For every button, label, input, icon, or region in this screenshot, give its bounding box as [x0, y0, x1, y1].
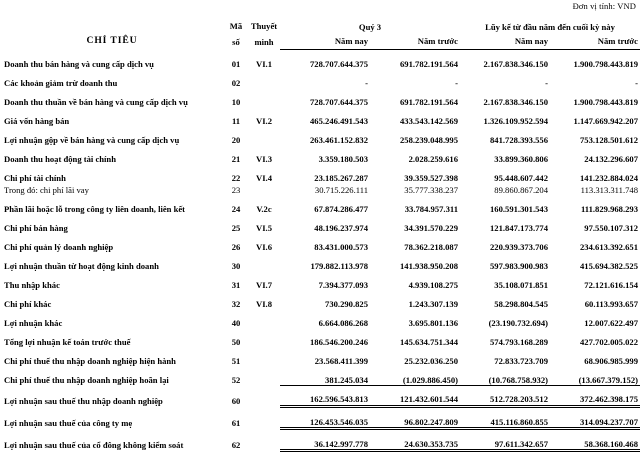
table-row — [0, 407, 640, 429]
row-quarter-previous: - — [455, 77, 458, 88]
header-ma-line2: số — [232, 36, 240, 47]
row-quarter-current: 126.453.546.035 — [280, 407, 370, 429]
row-note-ref — [248, 252, 280, 271]
table-row — [0, 126, 640, 145]
row-cumulative-current: 95.448.607.442 — [494, 172, 548, 183]
row-quarter-previous: 25.232.036.250 — [404, 355, 458, 366]
row-note-ref — [248, 366, 280, 386]
row-quarter-previous: 691.782.191.564 — [399, 58, 458, 69]
row-cumulative-previous: 427.702.005.022 — [579, 336, 638, 347]
header-quarter-current-year: Năm nay — [280, 34, 370, 50]
row-cumulative-previous: 1.900.798.443.819 — [573, 96, 638, 107]
table-row — [0, 214, 640, 233]
row-note-ref: VI.1 — [256, 58, 272, 69]
table-row — [0, 145, 640, 164]
row-code: 60 — [231, 396, 241, 407]
row-note-ref — [248, 309, 280, 328]
row-cumulative-previous: 68.906.985.999 — [584, 355, 638, 366]
table-row — [0, 252, 640, 271]
row-cumulative-current: - — [545, 77, 548, 88]
row-quarter-previous: 3.695.801.136 — [408, 317, 458, 328]
row-quarter-current: 381.245.034 — [325, 374, 368, 385]
table-row — [0, 328, 640, 347]
row-cumulative-previous: 58.368.160.468 — [550, 429, 640, 451]
row-code: 61 — [231, 418, 241, 429]
row-cumulative-current: 2.167.838.346.150 — [483, 96, 548, 107]
row-code: 23 — [231, 184, 241, 195]
row-cumulative-current: 220.939.373.706 — [489, 241, 548, 252]
row-code: 21 — [231, 153, 241, 164]
row-label: Chi phí thuế thu nhập doanh nghiệp hiện hành — [4, 355, 176, 366]
row-quarter-previous: 33.784.957.311 — [404, 203, 458, 214]
row-code: 52 — [231, 375, 241, 386]
row-cumulative-previous: 141.232.884.024 — [579, 172, 638, 183]
row-cumulative-previous: 372.462.398.175 — [550, 386, 640, 407]
row-cumulative-previous: 1.900.798.443.819 — [573, 58, 638, 69]
table-row — [0, 164, 640, 183]
row-quarter-current: 23.568.411.399 — [314, 355, 368, 366]
row-label: Doanh thu hoạt động tài chính — [4, 153, 116, 164]
row-code: 50 — [231, 336, 241, 347]
header-row-top — [0, 18, 640, 34]
row-code: 25 — [231, 222, 241, 233]
header-ma-line1: Mã — [229, 21, 243, 32]
table-row — [0, 429, 640, 451]
row-note-ref — [248, 126, 280, 145]
row-code: 22 — [231, 172, 241, 183]
row-cumulative-current: 597.983.900.983 — [489, 260, 548, 271]
row-label: Phần lãi hoặc lỗ trong công ty liên doanh, liên kết — [4, 203, 186, 214]
header-thuyet-minh-line2: minh — [254, 36, 274, 47]
row-code: 62 — [231, 440, 241, 451]
row-note-ref — [248, 328, 280, 347]
row-label: Doanh thu thuần về bán hàng và cung cấp dịch vụ — [4, 96, 188, 107]
row-quarter-previous: 39.359.527.398 — [404, 172, 458, 183]
row-quarter-previous: 433.543.142.569 — [399, 115, 458, 126]
row-cumulative-previous: 234.613.392.651 — [579, 241, 638, 252]
row-cumulative-current: 512.728.203.512 — [460, 386, 550, 407]
row-cumulative-current: 72.833.723.709 — [494, 355, 548, 366]
row-label: Lợi nhuận gộp về bán hàng và cung cấp dịch vụ — [4, 134, 180, 145]
header-quarter-previous-year: Năm trước — [370, 34, 460, 50]
row-note-ref: VI.8 — [256, 298, 272, 309]
row-quarter-previous: 4.939.108.275 — [408, 279, 458, 290]
table-row — [0, 290, 640, 309]
income-statement-table — [0, 18, 640, 452]
unit-note: Đơn vị tính: VND — [572, 1, 636, 11]
row-quarter-previous: 35.777.338.237 — [404, 184, 458, 195]
row-cumulative-previous: 24.132.296.607 — [584, 153, 638, 164]
row-quarter-current: 36.142.997.778 — [280, 429, 370, 451]
row-quarter-previous: 78.362.218.087 — [404, 241, 458, 252]
row-note-ref: VI.3 — [256, 153, 272, 164]
row-cumulative-previous: 1.147.669.942.207 — [573, 115, 638, 126]
table-row — [0, 366, 640, 386]
row-quarter-current: 48.196.237.974 — [314, 222, 368, 233]
row-note-ref — [248, 407, 280, 429]
row-code: 40 — [231, 317, 241, 328]
row-cumulative-previous: 72.121.616.154 — [584, 279, 638, 290]
row-cumulative-current: 35.108.071.851 — [494, 279, 548, 290]
row-quarter-previous: 141.938.950.208 — [399, 260, 458, 271]
row-quarter-previous: 96.802.247.809 — [370, 407, 460, 429]
table-row — [0, 347, 640, 366]
row-cumulative-current: 33.899.360.806 — [494, 153, 548, 164]
row-cumulative-current: 160.591.301.543 — [489, 203, 548, 214]
row-code: 32 — [231, 298, 241, 309]
row-quarter-current: 6.664.086.268 — [318, 317, 368, 328]
row-label: Trong đó: chi phí lãi vay — [4, 184, 89, 195]
row-quarter-current: 67.874.286.477 — [314, 203, 368, 214]
table-row — [0, 309, 640, 328]
row-label: Chi phí quản lý doanh nghiệp — [4, 241, 114, 252]
row-label: Lợi nhuận sau thuế của cổ đông không kiểm soát — [4, 440, 184, 451]
row-cumulative-current: 89.860.867.204 — [494, 184, 548, 195]
row-label: Chi phí bán hàng — [4, 222, 68, 233]
row-quarter-current: 83.431.000.573 — [314, 241, 368, 252]
row-quarter-current: 465.246.491.543 — [309, 115, 368, 126]
row-label: Chi phí khác — [4, 298, 52, 309]
table-row — [0, 107, 640, 126]
row-label: Các khoản giảm trừ doanh thu — [4, 77, 118, 88]
row-quarter-current: 3.359.180.503 — [318, 153, 368, 164]
row-quarter-current: 730.290.825 — [325, 298, 368, 309]
row-code: 02 — [231, 77, 241, 88]
row-cumulative-current: 574.793.168.289 — [489, 336, 548, 347]
row-quarter-current: - — [365, 77, 368, 88]
table-row — [0, 271, 640, 290]
row-quarter-previous: 1.243.307.139 — [408, 298, 458, 309]
row-label: Lợi nhuận khác — [4, 317, 63, 328]
row-code: 31 — [231, 279, 241, 290]
table-row — [0, 88, 640, 107]
row-note-ref: VI.7 — [256, 279, 272, 290]
row-cumulative-current: 97.611.342.657 — [460, 429, 550, 451]
row-quarter-current: 179.882.113.978 — [310, 260, 368, 271]
header-cumulative-previous-year: Năm trước — [550, 34, 640, 50]
row-quarter-current: 186.546.200.246 — [309, 336, 368, 347]
table-row — [0, 183, 640, 195]
table-row — [0, 50, 640, 70]
row-quarter-current: 728.707.644.375 — [309, 96, 368, 107]
row-cumulative-current: 841.728.393.556 — [489, 134, 548, 145]
row-quarter-previous: 2.028.259.616 — [408, 153, 458, 164]
row-cumulative-previous: 753.128.501.612 — [579, 134, 638, 145]
row-note-ref — [248, 347, 280, 366]
row-label: Giá vốn hàng bán — [4, 115, 70, 126]
row-code: 20 — [231, 134, 241, 145]
row-note-ref: VI.4 — [256, 172, 272, 183]
row-cumulative-current: 2.167.838.346.150 — [483, 58, 548, 69]
row-code: 11 — [231, 115, 241, 126]
row-quarter-current: 7.394.377.093 — [318, 279, 368, 290]
table-row — [0, 386, 640, 407]
row-cumulative-current: 1.326.109.952.594 — [483, 115, 548, 126]
row-label: Chi phí tài chính — [4, 172, 66, 183]
row-cumulative-previous: 12.007.622.497 — [584, 317, 638, 328]
header-group-cumulative: Lũy kế từ đầu năm đến cuối kỳ này — [485, 22, 615, 33]
row-note-ref: VI.5 — [256, 222, 272, 233]
row-cumulative-previous: 113.313.311.748 — [580, 184, 638, 195]
row-code: 24 — [231, 203, 241, 214]
row-quarter-current: 162.596.543.813 — [280, 386, 370, 407]
row-label: Lợi nhuận sau thuế của công ty mẹ — [4, 418, 133, 429]
row-quarter-current: 263.461.152.832 — [309, 134, 368, 145]
table-row — [0, 233, 640, 252]
header-chi-tieu: CHỈ TIÊU — [86, 35, 138, 47]
row-cumulative-previous: 60.113.993.657 — [584, 298, 638, 309]
row-cumulative-previous: 111.829.968.293 — [580, 203, 638, 214]
row-quarter-previous: 145.634.751.344 — [399, 336, 458, 347]
row-cumulative-current: 121.847.173.774 — [489, 222, 548, 233]
row-cumulative-previous: (13.667.379.152) — [578, 374, 638, 385]
row-label: Lợi nhuận sau thuế thu nhập doanh nghiệp — [4, 396, 163, 407]
header-thuyet-minh-line1: Thuyết — [250, 21, 278, 32]
row-cumulative-previous: - — [635, 77, 638, 88]
row-note-ref — [248, 183, 280, 195]
row-note-ref — [248, 88, 280, 107]
row-quarter-previous: 24.630.353.735 — [370, 429, 460, 451]
row-cumulative-current: 58.298.804.545 — [494, 298, 548, 309]
row-note-ref — [248, 386, 280, 407]
row-cumulative-current: (23.190.732.694) — [488, 317, 548, 328]
row-code: 26 — [231, 241, 241, 252]
row-code: 30 — [231, 260, 241, 271]
row-code: 51 — [231, 355, 241, 366]
row-label: Tổng lợi nhuận kế toán trước thuế — [4, 336, 131, 347]
row-note-ref — [248, 69, 280, 88]
row-cumulative-current: 415.116.860.855 — [460, 407, 550, 429]
row-quarter-current: 30.715.226.111 — [314, 184, 368, 195]
row-quarter-previous: 121.432.601.544 — [370, 386, 460, 407]
row-note-ref: VI.6 — [256, 241, 272, 252]
header-cumulative-current-year: Năm nay — [460, 34, 550, 50]
row-label: Chi phí thuế thu nhập doanh nghiệp hoãn lại — [4, 375, 169, 386]
row-note-ref — [248, 429, 280, 451]
header-group-quarter: Quý 3 — [358, 22, 382, 33]
row-quarter-previous: 691.782.191.564 — [399, 96, 458, 107]
row-label: Doanh thu bán hàng và cung cấp dịch vụ — [4, 58, 154, 69]
row-cumulative-previous: 97.550.107.312 — [584, 222, 638, 233]
row-quarter-previous: (1.029.886.450) — [402, 374, 458, 385]
row-note-ref: V.2c — [256, 203, 272, 214]
row-cumulative-previous: 314.094.237.707 — [550, 407, 640, 429]
row-cumulative-current: (10.768.758.932) — [488, 374, 548, 385]
row-code: 10 — [231, 96, 241, 107]
row-quarter-current: 728.707.644.375 — [309, 58, 368, 69]
table-row — [0, 195, 640, 214]
row-quarter-current: 23.185.267.287 — [314, 172, 368, 183]
row-quarter-previous: 258.239.048.995 — [399, 134, 458, 145]
row-cumulative-previous: 415.694.382.525 — [579, 260, 638, 271]
table-row — [0, 69, 640, 88]
row-label: Thu nhập khác — [4, 279, 60, 290]
row-code: 01 — [231, 58, 241, 69]
row-note-ref: VI.2 — [256, 115, 272, 126]
table-body — [0, 50, 640, 451]
table-header — [0, 18, 640, 50]
row-label: Lợi nhuận thuần từ hoạt động kinh doanh — [4, 260, 159, 271]
row-quarter-previous: 34.391.570.229 — [404, 222, 458, 233]
